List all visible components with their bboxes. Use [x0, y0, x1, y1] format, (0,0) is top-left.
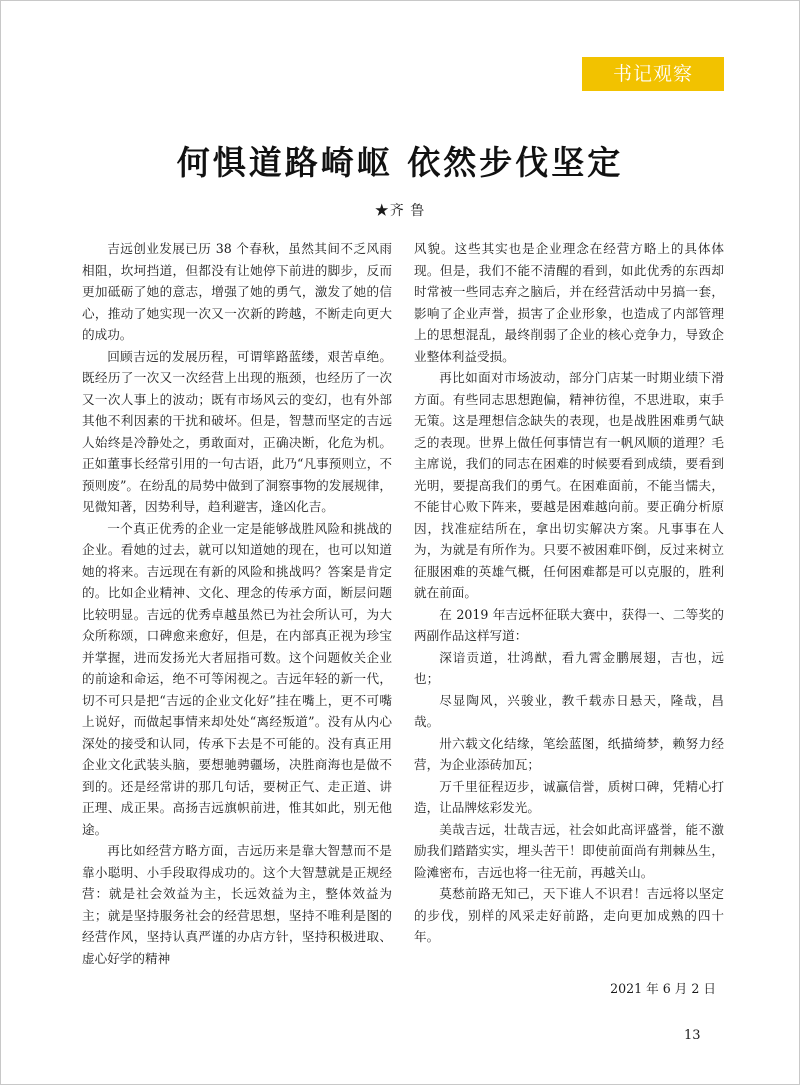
article-title: 何惧道路崎岖 依然步伐坚定: [176, 143, 624, 182]
paragraph: 莫愁前路无知己，天下谁人不识君！吉远将以坚定的步伐，别样的风采走好前路，走向更加成熟的四十年。: [414, 886, 724, 944]
right-column: [414, 238, 724, 948]
couplet-line: 尽显陶风，兴骏业，教千载赤日悬天，隆哉，昌哉。: [414, 692, 724, 729]
left-column: [82, 238, 392, 969]
paragraph: 风貌。这些其实也是企业理念在经营方略上的具体体现。但是，我们不能不清醒的看到，如此优秀的东西却时常被一些同志弃之脑后，并在经营活动中另搞一套，影响了企业声誉，损害了企业形象，也造成了内部管理上的思想混乱，最终削弱了企业的核心竞争力，导致企业整体利益受损。: [414, 241, 724, 364]
paragraph: 吉远创业发展已历 38 个春秋，虽然其间不乏风雨相阻，坎坷挡道，但都没有让她停下前进的脚步，反而更加砥砺了她的意志，增强了她的勇气，激发了她的信心，推动了她实现一次又一次新的跨越，不断走向更大的成功。: [82, 241, 392, 342]
author-byline: ★齐 鲁: [374, 203, 426, 219]
paragraph: 回顾吉远的发展历程，可谓筚路蓝缕，艰苦卓绝。既经历了一次又一次经营上出现的瓶颈，也经历了一次又一次人事上的波动；既有市场风云的变幻，也有外部其他不利因素的干扰和破坏。但是，智慧而坚定的吉远人始终是冷静处之，勇敢面对，正确决断，化危为机。正如董事长经常引用的一句古语，此乃“凡事预则立，不预则废”。在纷乱的局势中做到了洞察事物的发展规律，见微知著，因势利导，趋利避害，逢凶化吉。: [82, 348, 392, 514]
couplet-line: 深谙贡道，壮鸿猷，看九霄金鹏展翅，吉也，远也；: [414, 649, 724, 686]
article-date: 2021 年 6 月 2 日: [610, 981, 716, 996]
couplet-line: 卅六载文化结缘，笔绘蓝图，纸描绮梦，赖努力经营，为企业添砖加瓦；: [414, 735, 724, 772]
page-number: 13: [684, 1028, 701, 1043]
paragraph: 美哉吉远，壮哉吉远，社会如此高评盛誉，能不激励我们踏踏实实，埋头苦干！即使前面尚有荆棘丛生，险滩密布，吉远也将一往无前，再越关山。: [414, 821, 724, 880]
paragraph: 一个真正优秀的企业一定是能够战胜风险和挑战的企业。看她的过去，就可以知道她的现在，也可以知道她的将来。吉远现在有新的风险和挑战吗？答案是肯定的。比如企业精神、文化、理念的传承方面，断层问题比较明显。吉远的优秀卓越虽然已为社会所认可，为大众所称颂，口碑愈来愈好，但是，在内部真正视为珍宝并掌握，进而发扬光大者屈指可数。这个问题攸关企业的前途和命运，绝不可等闲视之。吉远年轻的新一代，切不可只是把“吉远的企业文化好”挂在嘴上，更不可嘴上说好，而做起事情来却处处“离经叛道”。没有从内心深处的接受和认同，传承下去是不可能的。没有真正用企业文化武装头脑，要想驰骋疆场，决胜商海也是做不到的。还是经常讲的那几句话，要树正气、走正道、讲正理、成正果。高扬吉远旗帜前进，惟其如此，别无他途。: [82, 520, 392, 837]
paragraph: 再比如经营方略方面，吉远历来是靠大智慧而不是靠小聪明、小手段取得成功的。这个大智慧就是正规经营：就是社会效益为主，长远效益为主，整体效益为主；就是坚持服务社会的经营思想，坚持不唯利是图的经营作风，坚持认真严谨的办店方针，坚持积极进取、虚心好学的精神: [82, 843, 392, 966]
section-tag: 书记观察: [582, 57, 724, 91]
paragraph: 在 2019 年吉远杯征联大赛中，获得一、二等奖的两副作品这样写道：: [414, 606, 724, 643]
paragraph: 再比如面对市场波动，部分门店某一时期业绩下滑方面。有些同志思想跑偏，精神彷徨，不思进取，束手无策。这是理想信念缺失的表现，也是战胜困难勇气缺乏的表现。世界上做任何事情岂有一帆风顺的道理？毛主席说，我们的同志在困难的时候要看到成绩，要看到光明，要提高我们的勇气。在困难面前，不能当懦夫，不能甘心败下阵来，要越是困难越向前。要正确分析原因，找准症结所在，拿出切实解决方案。凡事事在人为，为就是有所作为。只要不被困难吓倒，反过来树立征服困难的英雄气概，任何困难都是可以克服的，胜利就在前面。: [414, 370, 724, 600]
couplet-line: 万千里征程迈步，诚赢信誉，质树口碑，凭精心打造，让品牌炫彩发光。: [414, 778, 724, 815]
